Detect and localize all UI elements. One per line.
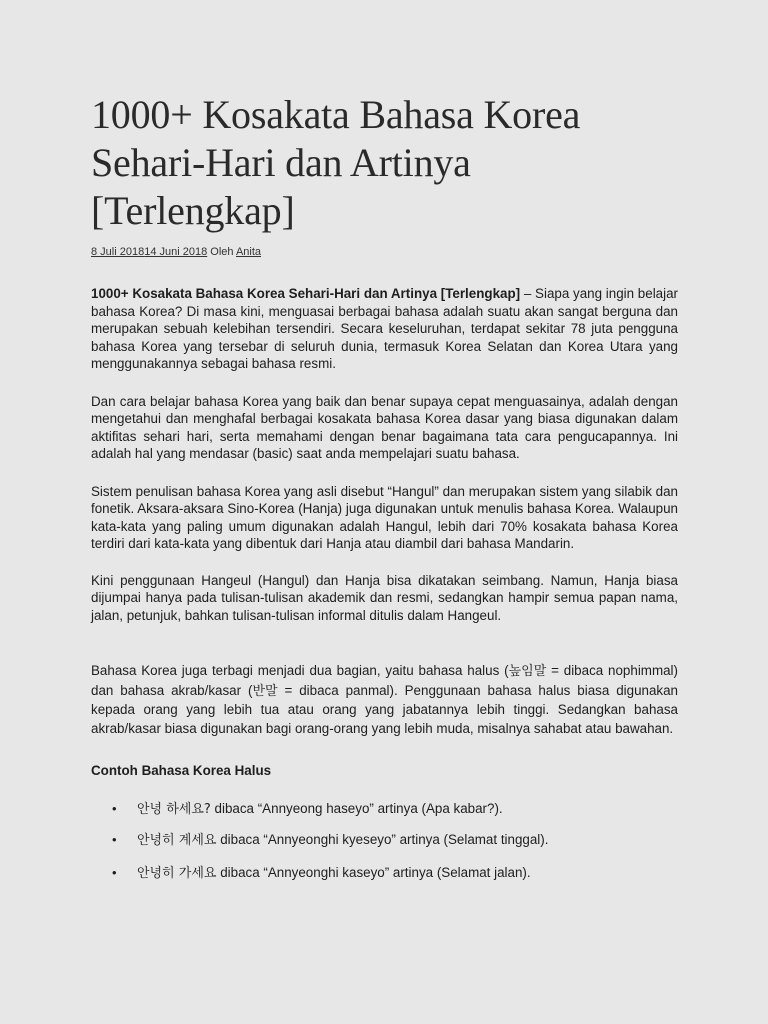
article-title: 1000+ Kosakata Bahasa Korea Sehari-Hari dan Artinya [Terlengkap] — [91, 92, 581, 233]
by-label: Oleh — [207, 246, 236, 258]
publish-date: 8 Juli 2018 — [91, 246, 145, 258]
hangul-nophimmal: 높임말 — [508, 664, 547, 679]
update-date: 14 Juni 2018 — [144, 246, 208, 258]
intro-text: – Siapa yang ingin belajar bahasa Korea? Di masa kini, menguasai berbagai bahasa adalah suatu akan sangat berguna dan merupakan sebuah kelebihan tersendiri. Secara keseluruhan, terdapat sekitar 78 juta pengguna bahasa Korea yang tersebar di seluruh dunia, termasuk Korea Selatan dan Korea Utara yang menggunakannya sebagai bahasa resmi. — [91, 286, 679, 371]
list-item — [112, 864, 678, 882]
speech-levels-text-3: = dibaca panmal). Penggunaan bahasa halus biasa digunakan kepada orang yang lebih tua atau orang yang jabatannya lebih tinggi. Sedangkan bahasa akrab/kasar biasa digunakan bagi orang-orang yang lebih muda, misalnya sahabat atau bawahan. — [91, 682, 678, 736]
example-text: dibaca “Annyeonghi kaseyo” artinya (Selamat jalan). — [216, 864, 531, 880]
speech-levels-text-1: Bahasa Korea juga terbagi menjadi dua bagian, yaitu bahasa halus ( — [91, 663, 509, 678]
paragraph-learning-method: Dan cara belajar bahasa Korea yang baik dan benar supaya cepat menguasainya, adalah dengan mengetahui dan menghafal berbagai kosakata bahasa Korea dasar yang biasa digunakan dalam aktifitas sehari hari, serta memahami dengan benar bagaimana tata cara pengucapannya. Ini adalah hal yang mendasar (basic) saat anda mempelajari suatu bahasa. — [91, 393, 678, 461]
example-hangul: 안녕히 계세요 — [137, 832, 217, 848]
paragraph-writing-system: Sistem penulisan bahasa Korea yang asli disebut “Hangul” dan merupakan sistem yang silabik dan fonetik. Aksara-aksara Sino-Korea (Hanja) juga digunakan untuk menulis bahasa Korea. Walaupun kata-kata yang paling umum digunakan adalah Hangul, lebih dari 70% kosakata bahasa Korea terdiri dari kata-kata yang dibentuk dari Hanja atau diambil dari bahasa Mandarin. — [91, 483, 678, 551]
examples-list — [91, 800, 678, 882]
example-hangul: 안녕 하세요? — [137, 801, 211, 817]
intro-paragraph — [91, 285, 678, 373]
example-text: dibaca “Annyeong haseyo” artinya (Apa kabar?). — [210, 800, 503, 816]
example-hangul: 안녕히 가세요 — [137, 865, 217, 881]
section-subheading: Contoh Bahasa Korea Halus — [91, 763, 272, 778]
publish-date-link[interactable] — [91, 246, 207, 258]
list-item — [112, 800, 678, 818]
bullet-icon: • — [112, 831, 117, 847]
bullet-icon: • — [112, 864, 117, 880]
list-item — [112, 831, 678, 849]
intro-bold-title: 1000+ Kosakata Bahasa Korea Sehari-Hari dan Artinya [Terlengkap] — [91, 286, 521, 301]
hangul-panmal: 반말 — [252, 683, 278, 699]
paragraph-speech-levels — [91, 662, 678, 738]
speech-levels-text-2: = dibaca nophimmal) dan bahasa akrab/kasar ( — [91, 663, 678, 698]
example-text: dibaca “Annyeonghi kyeseyo” artinya (Selamat tinggal). — [216, 831, 549, 847]
author-link[interactable]: Anita — [235, 246, 262, 258]
article-meta — [91, 245, 678, 259]
article-body — [91, 285, 678, 882]
paragraph-hangeul-hanja: Kini penggunaan Hangeul (Hangul) dan Hanja bisa dikatakan seimbang. Namun, Hanja biasa dijumpai hanya pada tulisan-tulisan akademik dan resmi, sedangkan hampir semua papan nama, jalan, petunjuk, bahkan tulisan-tulisan informal ditulis dalam Hangeul. — [91, 572, 678, 623]
bullet-icon: • — [112, 800, 117, 816]
